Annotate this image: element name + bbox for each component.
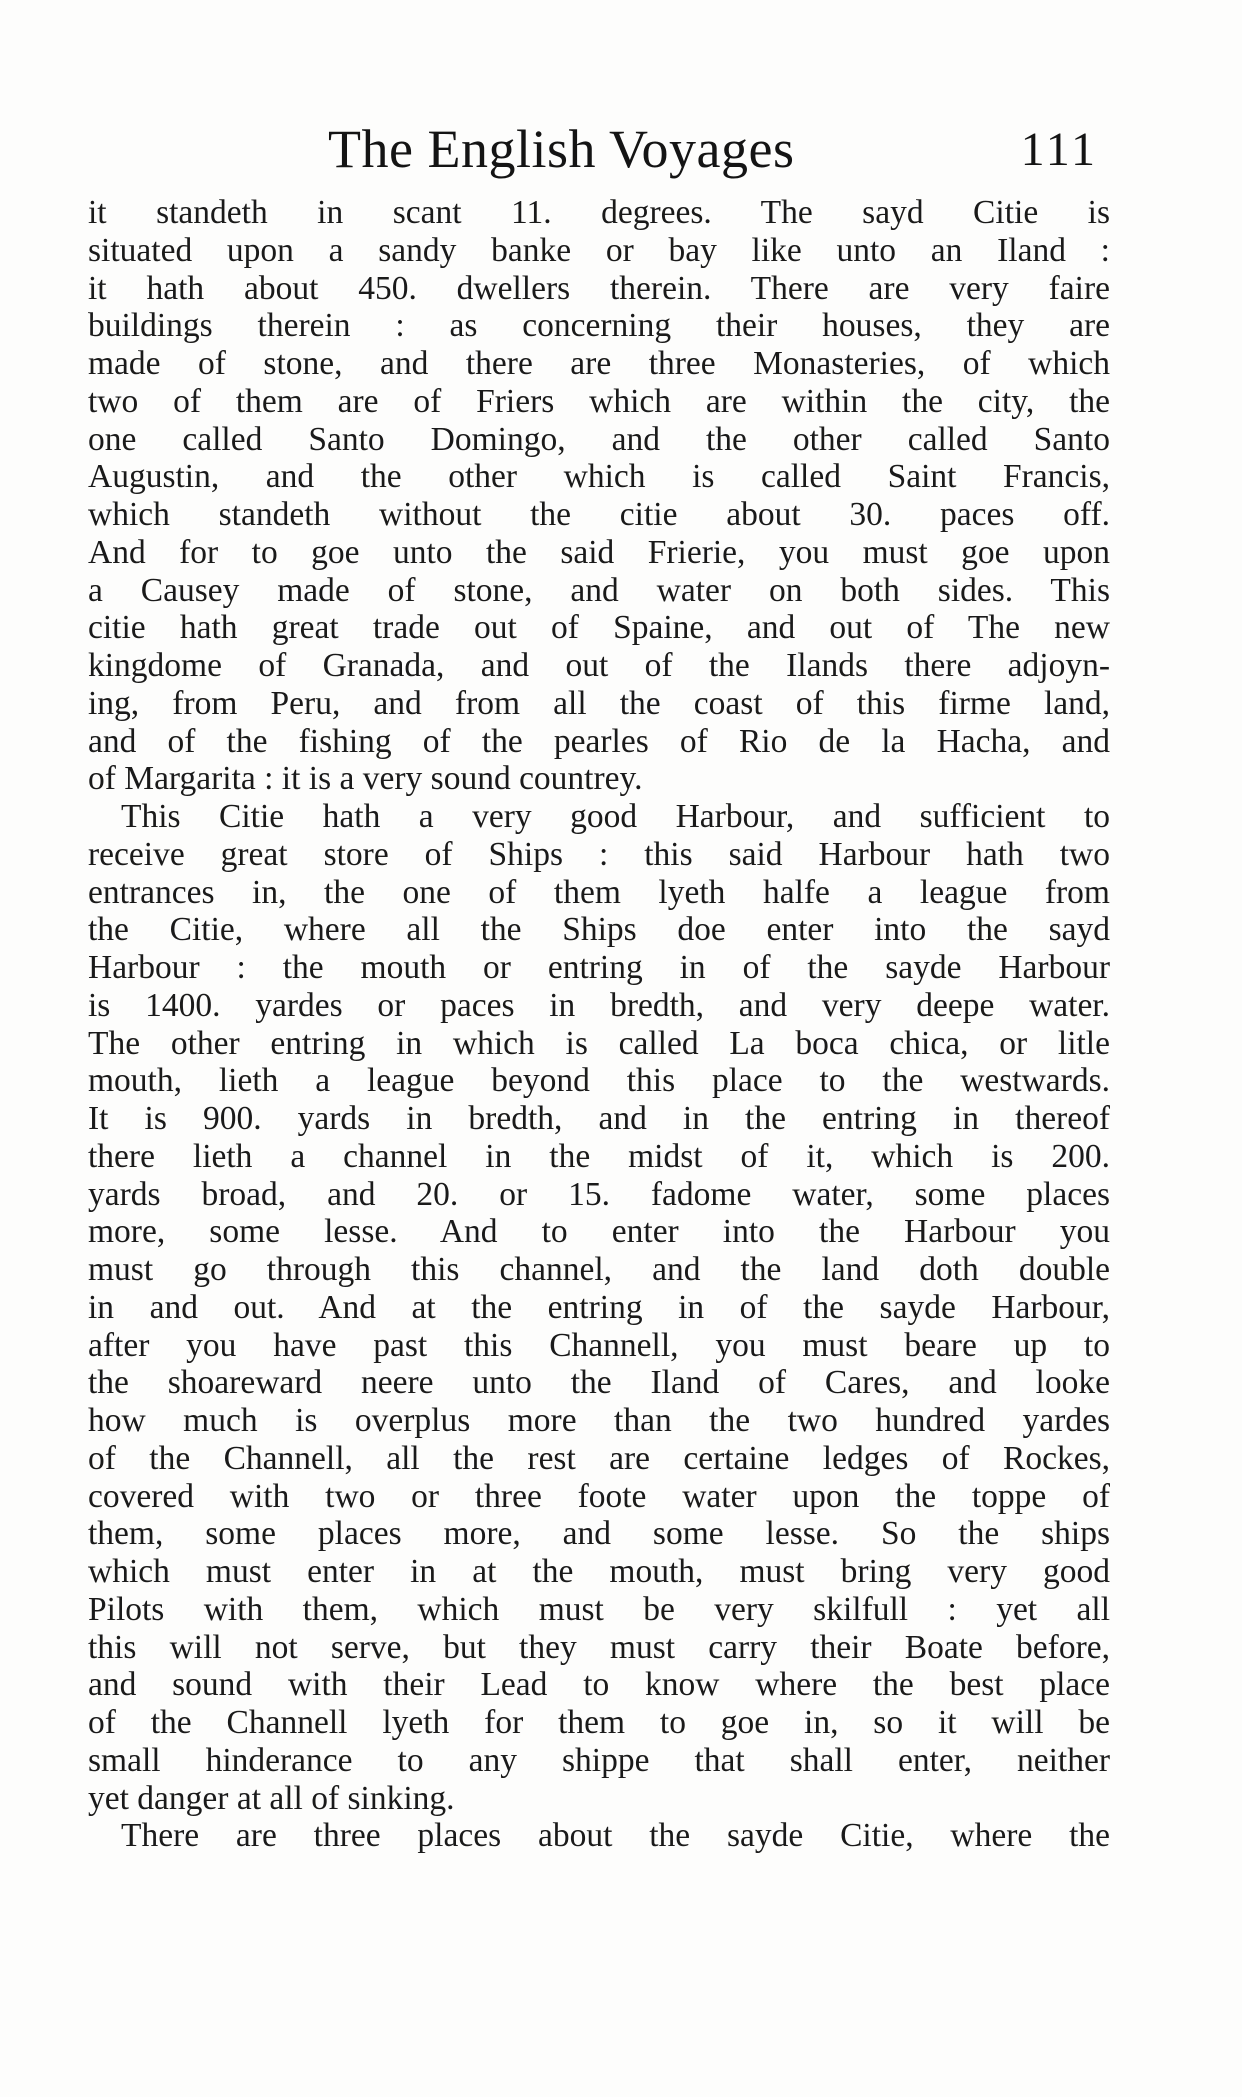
text-line: after you have past this Channell, you must beare up to: [88, 1326, 1110, 1364]
text-line: how much is overplus more than the two hundred yardes: [88, 1402, 1110, 1439]
text-line: there lieth a channel in the midst of it, which is 200.: [88, 1137, 1110, 1175]
text-line: Harbour : the mouth or entring in of the sayde Harbour: [88, 949, 1110, 986]
text-line: ing, from Peru, and from all the coast of this firme land,: [88, 684, 1110, 722]
text-line: made of stone, and there are three Monasteries, of which: [88, 345, 1110, 382]
text-line: and sound with their Lead to know where the best place: [88, 1666, 1110, 1704]
text-line: it standeth in scant 11. degrees. The sayd Citie is: [88, 194, 1110, 231]
text-line: kingdome of Granada, and out of the Ilands there adjoyn-: [88, 647, 1110, 684]
text-line: which standeth without the citie about 30. paces off.: [88, 496, 1110, 533]
text-line: a Causey made of stone, and water on both sides. This: [88, 571, 1110, 609]
text-line: is 1400. yardes or paces in bredth, and very deepe water.: [88, 986, 1110, 1024]
text-line: Pilots with them, which must be very skilfull : yet all: [88, 1590, 1110, 1628]
text-line: yet danger at all of sinking.: [88, 1779, 455, 1817]
text-line: small hinderance to any shippe that shall enter, neither: [88, 1741, 1110, 1779]
page-header: [88, 118, 1098, 188]
text-line: buildings therein : as concerning their houses, they are: [88, 307, 1110, 345]
text-line: of Margarita : it is a very sound countrey.: [88, 760, 643, 798]
text-line: and of the fishing of the pearles of Rio de la Hacha, and: [88, 722, 1110, 760]
text-line: mouth, lieth a league beyond this place to the westwards.: [88, 1062, 1110, 1100]
text-line: receive great store of Ships : this said Harbour hath two: [88, 835, 1110, 873]
text-line: The other entring in which is called La boca chica, or litle: [88, 1024, 1110, 1062]
text-line: citie hath great trade out of Spaine, and out of The new: [88, 609, 1110, 647]
running-title: The English Voyages: [328, 119, 795, 179]
text-line: situated upon a sandy banke or bay like unto an Iland :: [88, 231, 1110, 269]
text-line: entrances in, the one of them lyeth halfe a league from: [88, 873, 1110, 911]
page-number: 111: [1020, 123, 1098, 176]
text-line: the shoareward neere unto the Iland of Cares, and looke: [88, 1364, 1110, 1402]
body-text: [88, 194, 1110, 1855]
text-line: one called Santo Domingo, and the other called Santo: [88, 420, 1110, 458]
text-line: it hath about 450. dwellers therein. There are very faire: [88, 269, 1110, 307]
text-line: them, some places more, and some lesse. So the ships: [88, 1515, 1110, 1553]
text-line: the Citie, where all the Ships doe enter into the sayd: [88, 911, 1110, 949]
text-line: more, some lesse. And to enter into the Harbour you: [88, 1213, 1110, 1251]
text-line: There are three places about the sayde Citie, where the: [121, 1817, 1110, 1855]
text-line: must go through this channel, and the land doth double: [88, 1251, 1110, 1288]
text-line: It is 900. yards in bredth, and in the entring in thereof: [88, 1100, 1110, 1137]
text-line: Augustin, and the other which is called Saint Francis,: [88, 458, 1110, 496]
text-line: of the Channell lyeth for them to goe in, so it will be: [88, 1704, 1110, 1741]
text-line: And for to goe unto the said Frierie, you must goe upon: [88, 533, 1110, 571]
text-line: yards broad, and 20. or 15. fadome water, some places: [88, 1175, 1110, 1213]
text-line: two of them are of Friers which are within the city, the: [88, 382, 1110, 420]
text-line: This Citie hath a very good Harbour, and sufficient to: [121, 798, 1110, 835]
text-line: of the Channell, all the rest are certaine ledges of Rockes,: [88, 1439, 1110, 1477]
text-line: which must enter in at the mouth, must bring very good: [88, 1553, 1110, 1590]
text-line: covered with two or three foote water upon the toppe of: [88, 1477, 1110, 1515]
text-line: in and out. And at the entring in of the sayde Harbour,: [88, 1288, 1110, 1326]
text-line: this will not serve, but they must carry their Boate before,: [88, 1628, 1110, 1666]
